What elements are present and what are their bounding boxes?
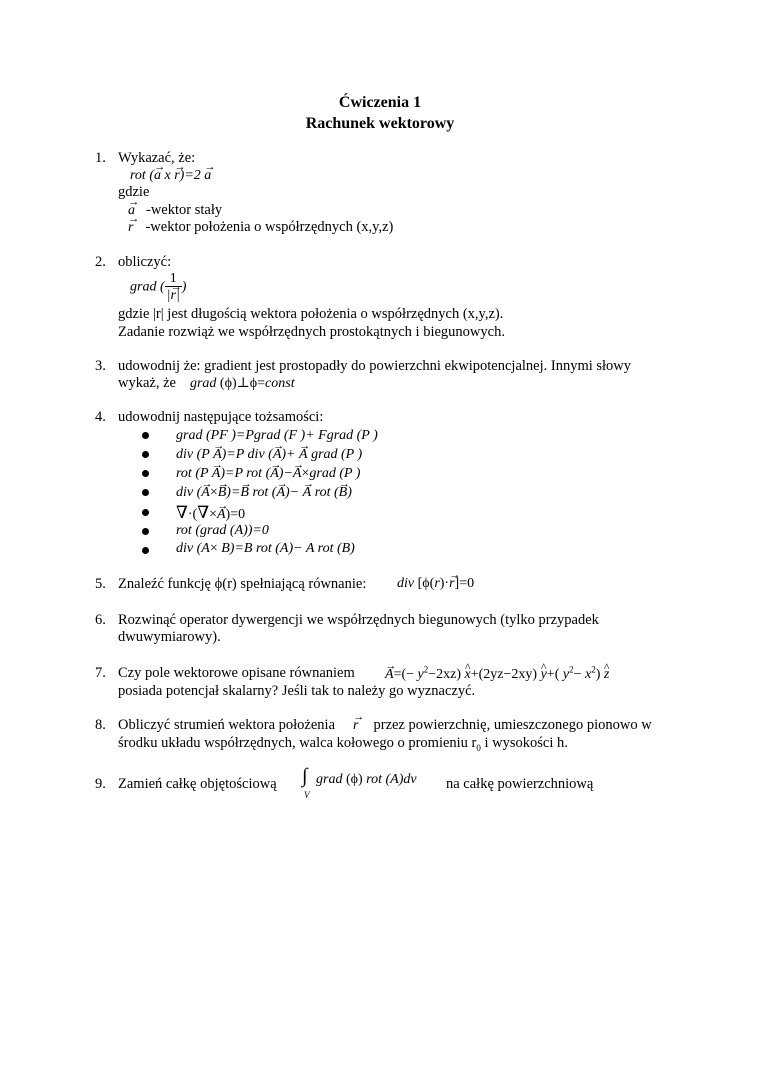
bullet-icon: [142, 451, 149, 458]
exercise-1-def-r: → r -wektor położenia o współrzędnych (x,y,z): [128, 220, 393, 235]
identity-3: rot (P → A)=P rot (→ A)−→ A×grad (P ): [176, 466, 360, 481]
exercise-2-formula: grad ( $\frac{1}{|\to r|}$ ): [130, 271, 186, 304]
integral-symbol: ∫: [302, 765, 308, 787]
exercise-8-text-2a: środku układu współrzędnych, walca kołowego o promieniu r: [118, 735, 477, 751]
page-subtitle: Rachunek wektorowy: [305, 115, 455, 132]
exercise-6-text-2: dwuwymiarowy).: [118, 629, 221, 645]
exercise-3-text-2-label: wykaż, że: [118, 375, 176, 391]
identity-2: div (P → A)=P div (→ A)+ → A grad (P ): [176, 447, 362, 462]
bullet-icon: [142, 489, 149, 496]
bullet-icon: [142, 528, 149, 535]
exercise-8-text-2b: i wysokości h.: [480, 735, 568, 751]
exercise-9-text-1: Zamień całkę objętościową: [118, 776, 277, 792]
identity-1: grad (PF )=Pgrad (F )+ Fgrad (P ): [176, 428, 378, 443]
bullet-icon: [142, 432, 149, 439]
identity-5: ∇·(∇×→ A)=0: [176, 504, 245, 522]
exercise-number: 2.: [95, 254, 106, 270]
identity-6: rot (grad (A))=0: [176, 523, 269, 538]
exercise-8-text-1: Obliczyć strumień wektora położenia→ r przez powierzchnię, umieszczonego pionowo w: [118, 718, 652, 733]
identity-7: div (A× B)=B rot (A)− A rot (B): [176, 541, 355, 556]
exercise-number: 9.: [95, 776, 106, 792]
exercise-2-note-2: Zadanie rozwiąż we współrzędnych prostokątnych i biegunowych.: [118, 324, 505, 340]
exercise-2-note-1: gdzie |r| jest długością wektora położenia o współrzędnych (x,y,z).: [118, 306, 504, 322]
exercise-4-intro: udowodnij następujące tożsamości:: [118, 409, 324, 425]
exercise-number: 4.: [95, 409, 106, 425]
exercise-7-text-1: Czy pole wektorowe opisane równaniem: [118, 665, 355, 681]
exercise-1-def-a: → a -wektor stały: [128, 203, 222, 218]
def-r-text: -wektor położenia o współrzędnych (x,y,z): [145, 219, 394, 235]
exercise-1-where: gdzie: [118, 184, 150, 200]
page-title: Ćwiczenia 1: [338, 94, 422, 111]
exercise-6-text-1: Rozwinąć operator dywergencji we współrzędnych biegunowych (tylko przypadek: [118, 612, 599, 628]
integral-subscript: V: [304, 790, 310, 800]
exercise-8-text-1a: Obliczyć strumień wektora położenia: [118, 717, 336, 733]
bullet-icon: [142, 547, 149, 554]
exercise-number: 6.: [95, 612, 106, 628]
def-a-text: -wektor stały: [146, 202, 223, 218]
exercise-5-formula: div [ϕ(r)·→ r]=0: [397, 576, 474, 591]
exercise-9-text-2: na całkę powierzchniową: [446, 776, 594, 792]
bullet-icon: [142, 470, 149, 477]
exercise-8-text-1b: przez powierzchnię, umieszczonego pionowo w: [373, 717, 652, 733]
exercise-number: 1.: [95, 150, 106, 166]
exercise-8-text-2: [118, 736, 568, 753]
identity-4: div (→ A×→ B)=→ B rot (→ A)− → A rot (→ B): [176, 485, 352, 500]
exercise-9-formula: grad (ϕ) rot (A)dv: [316, 772, 417, 787]
exercise-1-intro: Wykazać, że:: [118, 150, 196, 166]
exercise-7-text-2: posiada potencjał skalarny? Jeśli tak to należy go wyznaczyć.: [118, 683, 476, 699]
exercise-number: 5.: [95, 576, 106, 592]
exercise-5-text: Znaleźć funkcję ϕ(r) spełniającą równanie:: [118, 576, 367, 592]
exercise-number: 8.: [95, 717, 106, 733]
exercise-3-text-2: wykaż, że grad (ϕ)⊥ϕ=const: [118, 375, 295, 391]
exercise-1-formula: rot (→ a x → r)=2 → a: [130, 168, 211, 183]
exercise-3-text-1: udowodnij że: gradient jest prostopadły do powierzchni ekwipotencjalnej. Innymi słowy: [118, 358, 632, 374]
exercise-2-intro: obliczyć:: [118, 254, 172, 270]
exercise-7-formula: → $A=(- y^2-2xz)$ ^ x+(2yz−2xy) ^ y+( $y^2- x^2$) ^ z: [385, 665, 609, 682]
radius-subscript: 0: [476, 742, 481, 753]
bullet-icon: [142, 509, 149, 516]
exercise-number: 7.: [95, 665, 106, 681]
exercise-number: 3.: [95, 358, 106, 374]
